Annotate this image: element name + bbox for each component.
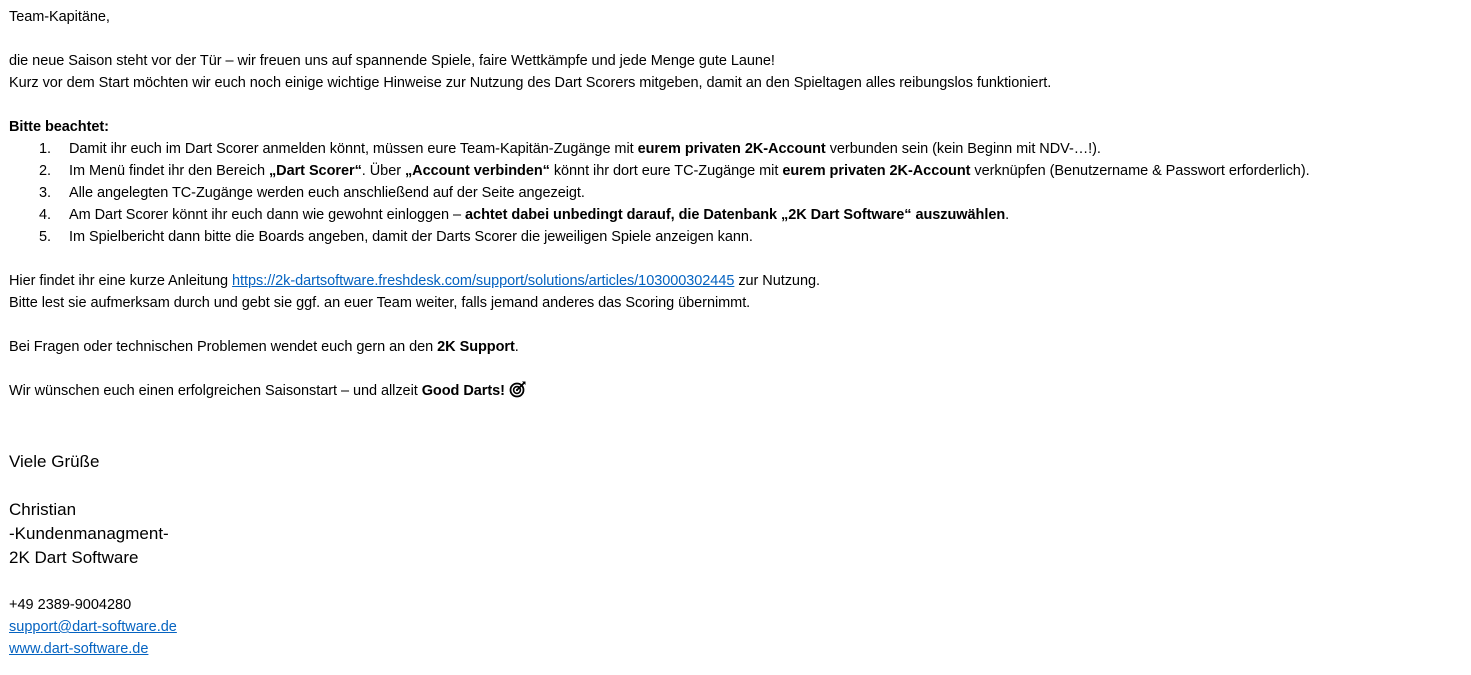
guide-text: Hier findet ihr eine kurze Anleitung — [9, 273, 233, 289]
dartboard-bullseye-icon — [509, 380, 527, 398]
sender-department: -Kundenmanagment- — [9, 524, 169, 543]
note-text: Am Dart Scorer könnt ihr euch dann wie gewohnt einloggen – — [69, 207, 466, 223]
list-number: 2. — [39, 163, 51, 179]
note-text: verknüpfen (Benutzername & Passwort erforderlich). — [970, 163, 1310, 179]
list-item — [9, 182, 1467, 204]
notes-list — [9, 138, 1467, 248]
list-item — [9, 138, 1467, 160]
contact-block — [9, 594, 177, 660]
greeting: Team-Kapitäne, — [9, 9, 110, 25]
guide-text: zur Nutzung. — [734, 273, 820, 289]
support-line — [9, 336, 1467, 358]
list-number: 1. — [39, 141, 51, 157]
closing-line — [9, 380, 1467, 402]
signature-block — [9, 450, 169, 570]
support-text: . — [514, 339, 519, 355]
intro-line-2: Kurz vor dem Start möchten wir euch noch einige wichtige Hinweise zur Nutzung des Dart Scorers mitgeben, damit an den Spieltagen alles reibungslos funktioniert. — [9, 75, 1052, 91]
note-text: verbunden sein (kein Beginn mit NDV-…!). — [825, 141, 1101, 157]
note-text: . Über — [361, 163, 405, 179]
guide-link[interactable]: https://2k-dartsoftware.freshdesk.com/support/solutions/articles/103000302445 — [232, 273, 735, 289]
note-bold: „Account verbinden“ — [404, 163, 550, 179]
sender-name: Christian — [9, 500, 77, 519]
intro-line-1: die neue Saison steht vor der Tür – wir freuen uns auf spannende Spiele, faire Wettkämpfe und jede Menge gute Laune! — [9, 53, 775, 69]
regards: Viele Grüße — [9, 452, 100, 471]
support-text: Bei Fragen oder technischen Problemen wendet euch gern an den — [9, 339, 438, 355]
list-number: 5. — [39, 229, 51, 245]
email-body — [9, 6, 1467, 402]
note-bold: „Dart Scorer“ — [268, 163, 362, 179]
list-number: 4. — [39, 207, 51, 223]
note-bold: eurem privaten 2K-Account — [637, 141, 826, 157]
note-bold: achtet dabei unbedingt darauf, die Datenbank „2K Dart Software“ auszuwählen — [465, 207, 1006, 223]
note-text: Damit ihr euch im Dart Scorer anmelden könnt, müssen eure Team-Kapitän-Zugänge mit — [69, 141, 638, 157]
note-text: . — [1005, 207, 1010, 223]
list-item — [9, 160, 1467, 182]
note-text: könnt ihr dort eure TC-Zugänge mit — [549, 163, 783, 179]
notes-heading-text: Bitte beachtet: — [9, 119, 109, 135]
sender-company: 2K Dart Software — [9, 548, 139, 567]
guide-line-2: Bitte lest sie aufmerksam durch und gebt sie ggf. an euer Team weiter, falls jemand anderes das Scoring übernimmt. — [9, 295, 751, 311]
guide-line-1 — [9, 270, 1467, 292]
note-text: Alle angelegten TC-Zugänge werden euch anschließend auf der Seite angezeigt. — [69, 185, 585, 201]
notes-heading — [9, 116, 1467, 138]
email-link[interactable]: support@dart-software.de — [9, 619, 177, 635]
note-bold: eurem privaten 2K-Account — [782, 163, 971, 179]
closing-text: Wir wünschen euch einen erfolgreichen Saisonstart – und allzeit — [9, 383, 422, 399]
list-number: 3. — [39, 185, 51, 201]
note-text: Im Spielbericht dann bitte die Boards angeben, damit der Darts Scorer die jeweiligen Spiele anzeigen kann. — [69, 229, 753, 245]
website-link[interactable]: www.dart-software.de — [9, 641, 149, 657]
phone-number: +49 2389-9004280 — [9, 597, 132, 613]
note-text: Im Menü findet ihr den Bereich — [69, 163, 269, 179]
list-item — [9, 226, 1467, 248]
list-item — [9, 204, 1467, 226]
closing-bold: Good Darts! — [421, 383, 505, 399]
support-bold: 2K Support — [437, 339, 515, 355]
